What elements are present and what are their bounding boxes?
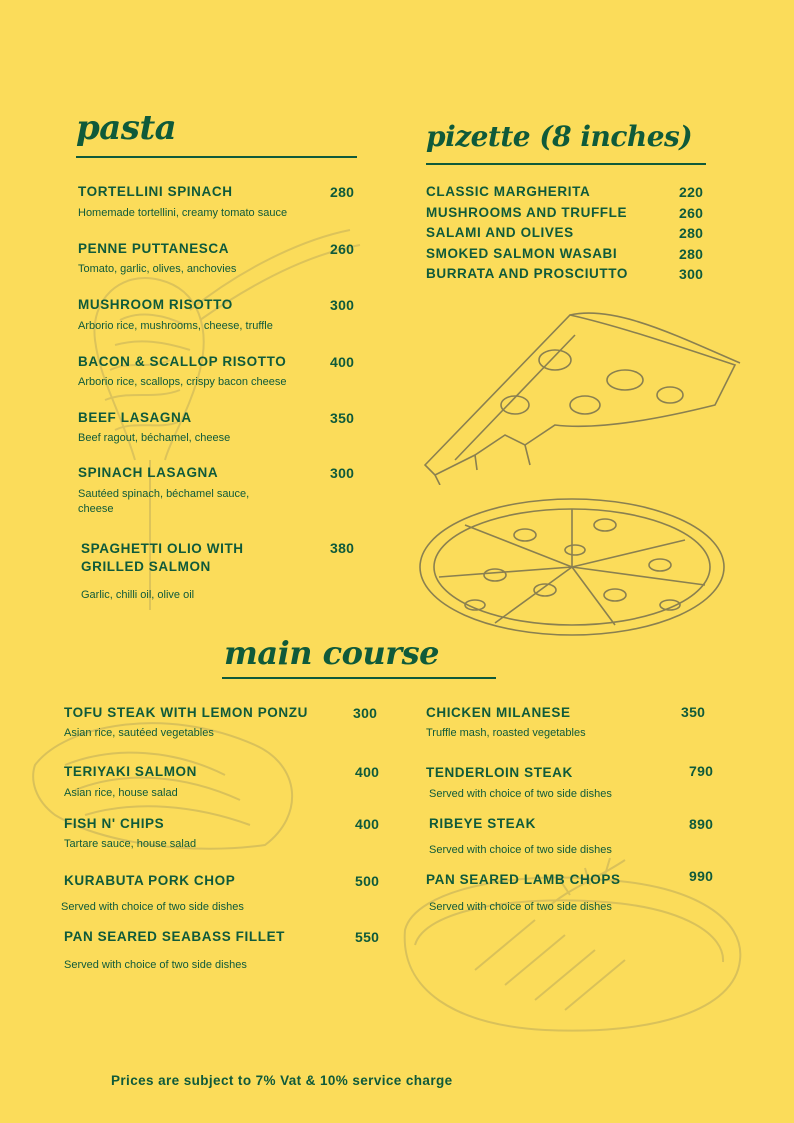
main-item-desc: Tartare sauce, house salad: [64, 838, 197, 850]
pasta-item-desc: Beef ragout, béchamel, cheese: [78, 432, 231, 444]
main-item-price: 890: [689, 816, 714, 832]
pizette-item-price: 280: [679, 246, 704, 262]
pasta-item-price: 350: [330, 410, 355, 426]
main-item-price: 300: [353, 705, 378, 721]
main-item-name: TOFU STEAK WITH LEMON PONZU: [64, 705, 308, 720]
pizette-item-price: 300: [679, 266, 704, 282]
pasta-item-price: 260: [330, 241, 355, 257]
pizette-item-name: CLASSIC MARGHERITA: [426, 184, 591, 199]
main-item-name: PAN SEARED LAMB CHOPS: [426, 872, 621, 887]
pizette-item-name: SMOKED SALMON WASABI: [426, 246, 618, 261]
pasta-item-desc: Tomato, garlic, olives, anchovies: [78, 263, 237, 275]
pizza-icon: [415, 495, 730, 640]
pasta-item-name: SPAGHETTI OLIO WITH GRILLED SALMON: [81, 541, 244, 574]
main-item-desc: Truffle mash, roasted vegetables: [426, 727, 586, 739]
pizette-item-price: 260: [679, 205, 704, 221]
main-item-desc: Served with choice of two side dishes: [429, 901, 612, 913]
main-course-divider: [222, 677, 496, 679]
main-item-price: 990: [689, 868, 714, 884]
price-disclaimer: Prices are subject to 7% Vat & 10% service charge: [111, 1073, 453, 1088]
pasta-item-price: 300: [330, 297, 355, 313]
pasta-item-desc: Sautéed spinach, béchamel sauce, cheese: [78, 488, 250, 515]
pizette-item-name: SALAMI AND OLIVES: [426, 225, 574, 240]
pizette-item-price: 280: [679, 225, 704, 241]
pizette-item-price: 220: [679, 184, 704, 200]
pasta-item-name: PENNE PUTTANESCA: [78, 241, 230, 256]
pizette-title: pizette (8 inches): [426, 120, 693, 153]
main-item-price: 500: [355, 873, 380, 889]
pasta-item-name: MUSHROOM RISOTTO: [78, 297, 233, 312]
main-item-desc: Served with choice of two side dishes: [429, 844, 612, 856]
pasta-item-price: 300: [330, 465, 355, 481]
pasta-item-desc: Garlic, chilli oil, olive oil: [81, 589, 195, 601]
main-item-name: FISH N' CHIPS: [64, 816, 165, 831]
pasta-item-name: BEEF LASAGNA: [78, 410, 192, 425]
main-item-desc: Served with choice of two side dishes: [61, 901, 244, 913]
main-item-price: 550: [355, 929, 380, 945]
pasta-item-name: TORTELLINI SPINACH: [78, 184, 233, 199]
main-item-name: PAN SEARED SEABASS FILLET: [64, 929, 286, 944]
pizette-item-name: BURRATA AND PROSCIUTTO: [426, 266, 628, 281]
main-item-price: 400: [355, 816, 380, 832]
pasta-item-name: BACON & SCALLOP RISOTTO: [78, 354, 287, 369]
main-item-name: CHICKEN MILANESE: [426, 705, 571, 720]
pasta-item-desc: Arborio rice, scallops, crispy bacon cheese: [78, 376, 287, 388]
pasta-title: pasta: [76, 108, 177, 148]
main-item-price: 790: [689, 763, 714, 779]
pasta-item-desc: Homemade tortellini, creamy tomato sauce: [78, 207, 288, 219]
main-item-name: TERIYAKI SALMON: [64, 764, 198, 779]
main-item-name: KURABUTA PORK CHOP: [64, 873, 236, 888]
main-item-price: 350: [681, 704, 706, 720]
pasta-item-price: 280: [330, 184, 355, 200]
pizette-divider: [426, 163, 706, 165]
main-item-desc: Served with choice of two side dishes: [64, 959, 247, 971]
main-item-name: TENDERLOIN STEAK: [426, 765, 573, 780]
pasta-item-desc: Arborio rice, mushrooms, cheese, truffle: [78, 320, 273, 332]
pasta-item-name: SPINACH LASAGNA: [78, 465, 219, 480]
main-item-price: 400: [355, 764, 380, 780]
main-item-name: RIBEYE STEAK: [429, 816, 536, 831]
pizza-slice-icon: [415, 305, 745, 485]
pasta-divider: [76, 156, 357, 158]
pizette-item-name: MUSHROOMS AND TRUFFLE: [426, 205, 628, 220]
main-item-desc: Served with choice of two side dishes: [429, 788, 612, 800]
pasta-item-price: 380: [330, 540, 355, 556]
main-item-desc: Asian rice, sautéed vegetables: [64, 727, 214, 739]
main-course-title: main course: [224, 634, 439, 672]
main-item-desc: Asian rice, house salad: [64, 787, 178, 799]
pasta-item-price: 400: [330, 354, 355, 370]
